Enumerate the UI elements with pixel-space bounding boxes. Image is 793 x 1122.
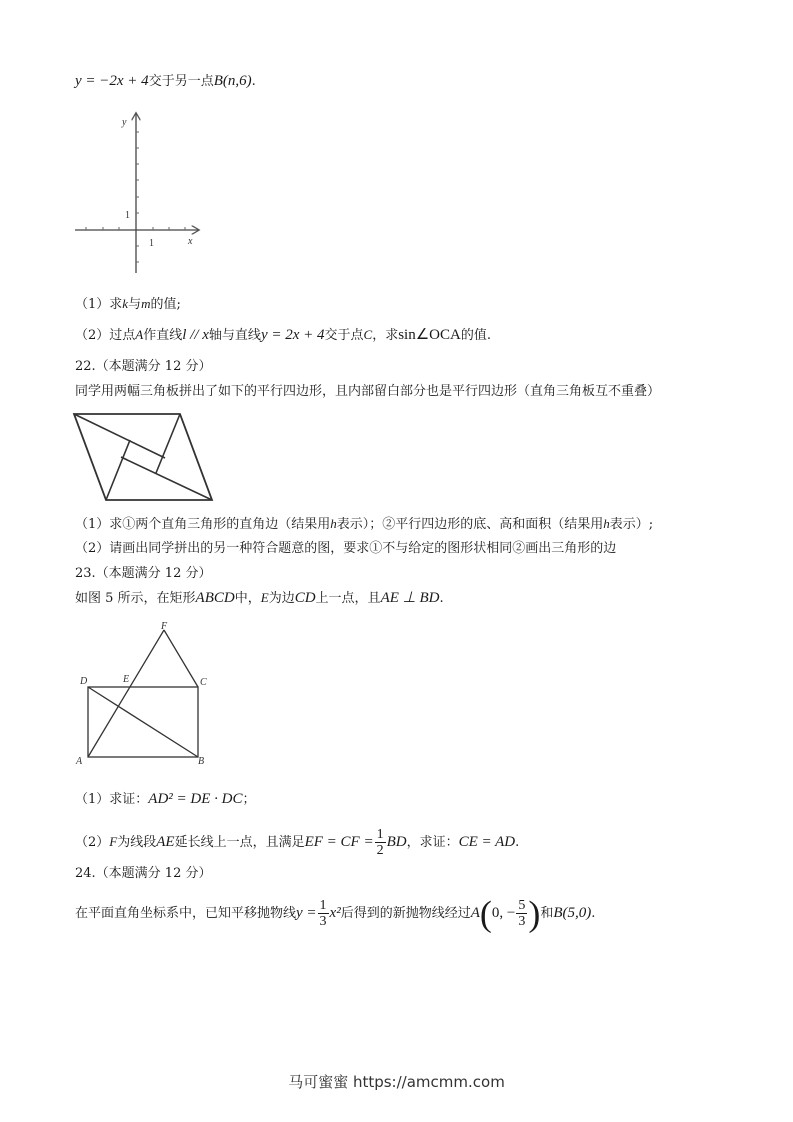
point-b: B(n,6) [213, 73, 252, 89]
y-axis-label: y [122, 117, 127, 128]
label-d: D [80, 676, 88, 687]
q22-part2: （2）请画出同学拼出的另一种符合题意的图，要求①不与给定的图形状相同②画出三角形的边 [75, 541, 617, 556]
fraction-one-third: $\frac{1}{3}$ [319, 898, 327, 929]
q24-statement: 在平面直角坐标系中，已知平移抛物线y = $\frac{1}{3}$ x²后得到的新抛物线经过A(0, − $\frac{5}{3}$ )和B(5,0). [75, 893, 596, 934]
q23-part1: （1）求证：AD² = DE · DC； [75, 791, 256, 807]
q21-line-statement [75, 72, 256, 91]
q22-part1: （1）求①两个直角三角形的直角边（结果用h表示）；②平行四边形的底、高和面积（结果用h表示）; [75, 516, 654, 532]
q23-intro: 如图 5 所示，在矩形ABCD中，E为边CD上一点，且AE ⊥ BD. [75, 590, 444, 606]
footer-watermark: 马可蜜蜜 https://amcmm.com [288, 1073, 505, 1091]
line-tail: 交于另一点 [148, 74, 214, 89]
q22-parallelogram-figure [72, 410, 217, 505]
q22-header: 22.（本题满分 12 分） [75, 359, 212, 374]
label-f: F [161, 621, 168, 632]
x-axis-label: x [188, 236, 193, 247]
fraction-five-thirds: $\frac{5}{3}$ [518, 898, 526, 929]
q23-header: 23.（本题满分 12 分） [75, 566, 212, 581]
label-e: E [123, 674, 130, 685]
q21-coordinate-graph [70, 108, 210, 278]
fraction-one-half: $\frac{1}{2}$ [376, 827, 384, 858]
label-a: A [76, 756, 83, 767]
label-b: B [198, 756, 205, 767]
q22-intro: 同学用两幅三角板拼出了如下的平行四边形，且内部留白部分也是平行四边形（直角三角板互不重叠） [75, 384, 661, 399]
q21-part1: （1）求k与m的值; [75, 296, 181, 312]
q23-part2: （2）F为线段AE延长线上一点，且满足EF = CF = $\frac{1}{2}$ BD，求证：CE = AD. [75, 827, 520, 858]
x-tick-label: 1 [149, 238, 154, 249]
q21-part2: （2）过点A作直线l // x轴与直线y = 2x + 4交于点C，求sin∠OCA的值. [75, 327, 491, 343]
q23-rectangle-figure [72, 618, 222, 770]
q24-header: 24.（本题满分 12 分） [75, 866, 212, 881]
y-tick-label: 1 [125, 210, 130, 221]
label-c: C [200, 677, 207, 688]
period: . [251, 74, 256, 89]
line-equation: y = −2x + 4 [75, 73, 149, 89]
